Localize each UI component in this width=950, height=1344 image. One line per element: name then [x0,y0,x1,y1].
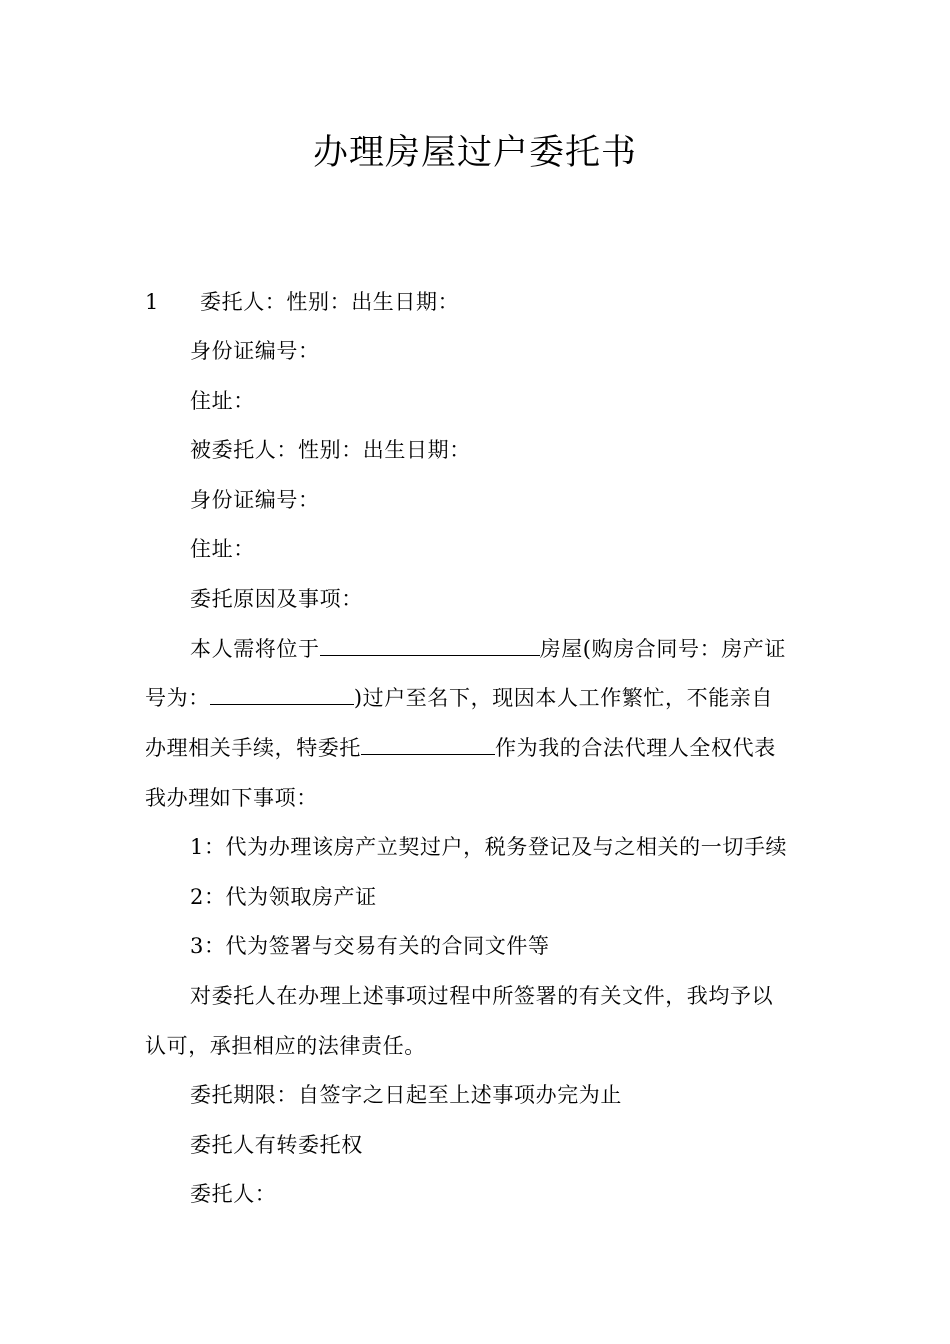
principal-line: 委托人：性别：出生日期： [200,290,460,314]
paragraph-text: 作为我的合法代理人全权代表 [495,736,776,760]
paragraph-line: 对委托人在办理上述事项过程中所签署的有关文件，我均予以 [190,984,774,1008]
paragraph-text: 本人需将位于 [190,637,320,661]
reason-heading: 委托原因及事项： [190,587,363,611]
paragraph-line: 认可，承担相应的法律责任。 [145,1034,426,1058]
paragraph-text: )过户至名下，现因本人工作繁忙，不能亲自 [353,686,774,710]
fill-blank-agent-name [361,734,495,755]
fill-blank-location [320,635,540,656]
agent-line: 被委托人：性别：出生日期： [190,438,471,462]
agent-address-line: 住址： [190,537,255,561]
principal-id-line: 身份证编号： [190,339,320,363]
paragraph-text: 房屋(购房合同号：房产证 [539,637,787,661]
paragraph-line [190,634,786,664]
paragraph-line [145,683,773,713]
document-title: 办理房屋过户委托书 [312,133,637,173]
list-item: 1：代为办理该房产立契过户，税务登记及与之相关的一切手续 [190,835,788,859]
fill-blank-certificate-number [210,684,354,705]
agent-id-line: 身份证编号： [190,488,320,512]
list-item: 2：代为领取房产证 [190,885,377,909]
paragraph-line: 我办理如下事项： [145,786,318,810]
paragraph-line [145,733,776,763]
principal-address-line: 住址： [190,389,255,413]
paragraph-text: 号为： [145,686,210,710]
list-item: 3：代为签署与交易有关的合同文件等 [190,934,550,958]
item-number: 1 [145,290,159,314]
paragraph-text: 办理相关手续，特委托 [145,736,361,760]
signature-line: 委托人： [190,1182,277,1206]
term-line: 委托期限：自签字之日起至上述事项办完为止 [190,1083,622,1107]
sub-delegation-line: 委托人有转委托权 [190,1133,363,1157]
